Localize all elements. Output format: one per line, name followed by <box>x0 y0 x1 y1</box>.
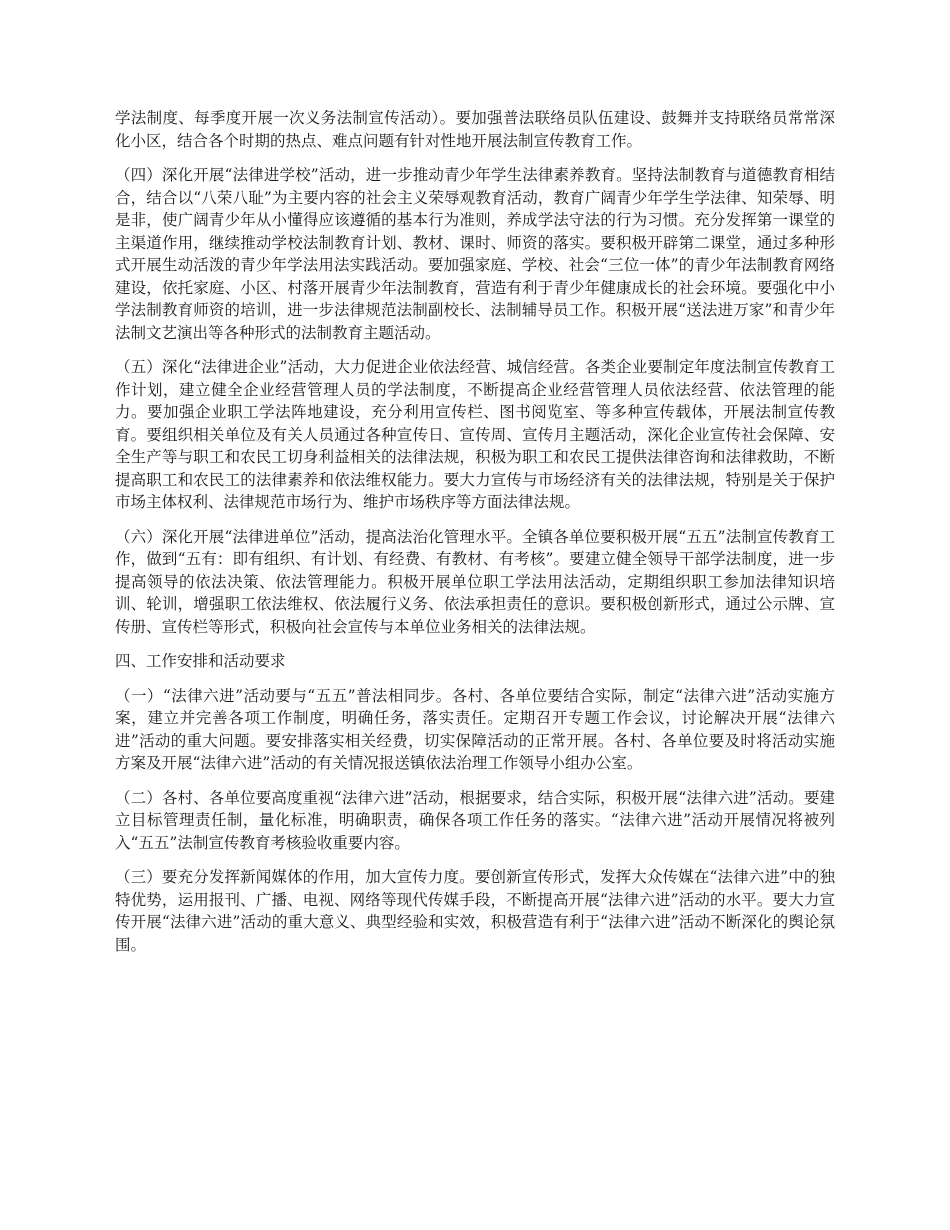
paragraph-law-into-enterprises: （五）深化“法律进企业”活动，大力促进企业依法经营、城信经营。各类企业要制定年度法制宣传教育工作计划，建立健全企业经营管理人员的学法制度，不断提高企业经营管理人员依法经营、依法管理的能力。要加强企业职工学法阵地建设，充分利用宣传栏、图书阅览室、等多种宣传载体，开展法制宣传教育。要组织相关单位及有关人员通过各种宣传日、宣传周、宣传月主题活动，深化企业宣传社会保障、安全生产等与职工和农民工切身利益相关的法律法规，积极为职工和农民工提供法律咨询和法律救助，不断提高职工和农民工的法律素养和依法维权能力。要大力宣传与市场经济有关的法律法规，特别是关于保护市场主体权利、法律规范市场行为、维护市场秩序等方面法律法规。 <box>115 358 835 511</box>
paragraph-continuation: 学法制度、每季度开展一次义务法制宣传活动）。要加强普法联络员队伍建设、鼓舞并支持联络员常常深化小区，结合各个时期的热点、难点问题有针对性地开展法制宣传教育工作。 <box>115 109 835 150</box>
section-heading: 四、工作安排和活动要求 <box>115 652 286 670</box>
paragraph-requirement-3: （三）要充分发挥新闻媒体的作用，加大宣传力度。要创新宣传形式，发挥大众传媒在“法律六进”中的独特优势，运用报刊、广播、电视、网络等现代传媒手段，不断提高开展“法律六进”活动的水平。要大力宣传开展“法律六进”活动的重大意义、典型经验和实效，积极营造有利于“法律六进”活动不断深化的舆论氛围。 <box>115 868 835 954</box>
paragraph-law-into-schools: （四）深化开展“法律进学校”活动，进一步推动青少年学生法律素养教育。坚持法制教育与道德教育相结合，结合以“八荣八耻”为主要内容的社会主义荣辱观教育活动，教育广阔青少年学生学法律、知荣辱、明是非，使广阔青少年从小懂得应该遵循的基本行为准则，养成学法守法的行为习惯。充分发挥第一课堂的主渠道作用，继续推动学校法制教育计划、教材、课时、师资的落实。要积极开辟第二课堂，通过多种形式开展生动活泼的青少年学法用法实践活动。要加强家庭、学校、社会“三位一体”的青少年法制教育网络建设，依托家庭、小区、村落开展青少年法制教育，营造有利于青少年健康成长的社会环境。要强化中小学法制教育师资的培训，进一步法律规范法制副校长、法制辅导员工作。积极开展“送法进万家”和青少年法制文艺演出等各种形式的法制教育主题活动。 <box>115 166 835 342</box>
paragraph-requirement-2: （二）各村、各单位要高度重视“法律六进”活动，根据要求，结合实际，积极开展“法律六进”活动。要建立目标管理责任制，量化标准，明确职责，确保各项工作任务的落实。“法律六进”活动开展情况将被列入“五五”法制宣传教育考核验收重要内容。 <box>115 788 835 852</box>
document-body <box>115 107 835 968</box>
paragraph-requirement-1: （一）“法律六进”活动要与“五五”普法相同步。各村、各单位要结合实际，制定“法律六进”活动实施方案，建立并完善各项工作制度，明确任务，落实责任。定期召开专题工作会议，讨论解决开展“法律六进”活动的重大问题。要安排落实相关经费，切实保障活动的正常开展。各村、各单位要及时将活动实施方案及开展“法律六进”活动的有关情况报送镇依法治理工作领导小组办公室。 <box>115 686 835 772</box>
paragraph-law-into-units: （六）深化开展“法律进单位”活动，提高法治化管理水平。全镇各单位要积极开展“五五”法制宣传教育工作，做到“五有：即有组织、有计划、有经费、有教材、有考核”。要建立健全领导干部学法制度，进一步提高领导的依法决策、依法管理能力。积极开展单位职工学法用法活动，定期组织职工参加法律知识培训、轮训，增强职工依法维权、依法履行义务、依法承担责任的意识。要积极创新形式，通过公示牌、宣传册、宣传栏等形式，积极向社会宣传与本单位业务相关的法律法规。 <box>115 527 835 636</box>
